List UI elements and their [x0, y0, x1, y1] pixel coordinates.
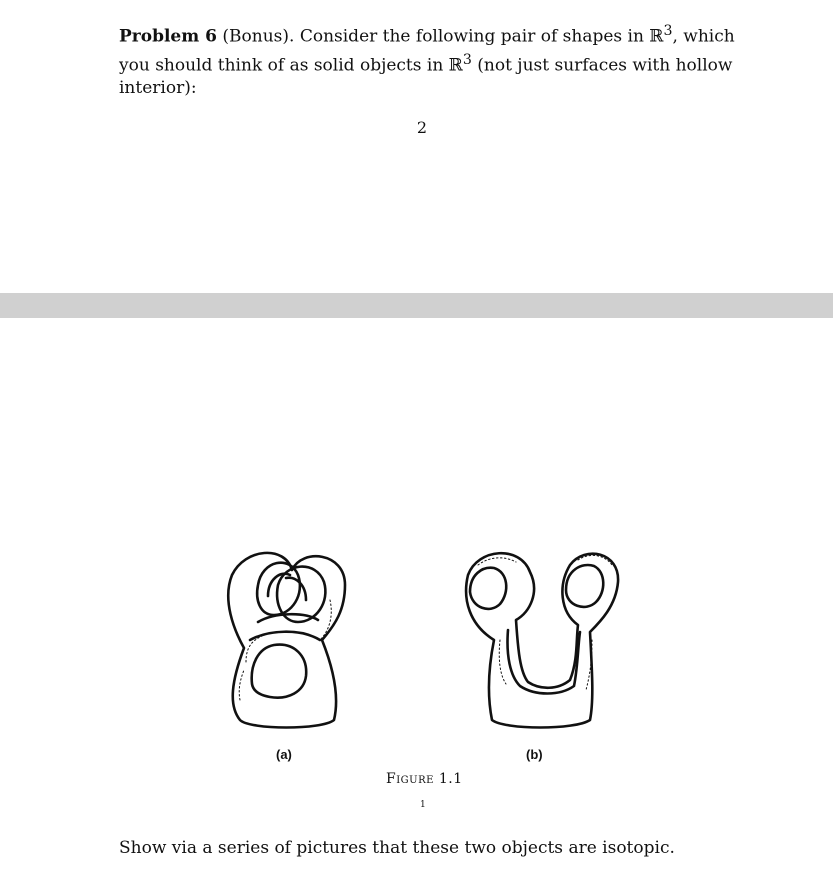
page-number: 2 — [416, 118, 428, 137]
real-space-symbol: ℝ — [448, 55, 463, 76]
figure-page-mark: 1 — [420, 800, 426, 810]
figure-title: Figure 1.1 — [386, 771, 463, 787]
shape-b-handlebody — [466, 553, 618, 727]
exponent: 3 — [462, 51, 472, 68]
exponent: 3 — [663, 23, 673, 39]
page-divider — [0, 293, 833, 318]
real-space-symbol: ℝ — [649, 26, 664, 47]
figure-caption-a: (a) — [276, 747, 292, 762]
problem-text-part1: Consider the following pair of shapes in — [299, 26, 650, 47]
figure-illustration — [0, 318, 833, 818]
problem-text-part3: (not just surfaces with hollow interior): — [119, 55, 733, 99]
shape-a-knotted-handlebody — [228, 553, 345, 728]
instruction-text: Show via a series of pictures that these two objects are isotopic. — [119, 838, 675, 858]
figure-caption-b: (b) — [526, 747, 543, 762]
problem-qualifier: (Bonus). — [222, 26, 295, 47]
problem-statement — [119, 20, 759, 100]
problem-text-part2: , which you should think of as solid objects in — [119, 26, 735, 76]
problem-label: Problem 6 — [119, 26, 217, 47]
